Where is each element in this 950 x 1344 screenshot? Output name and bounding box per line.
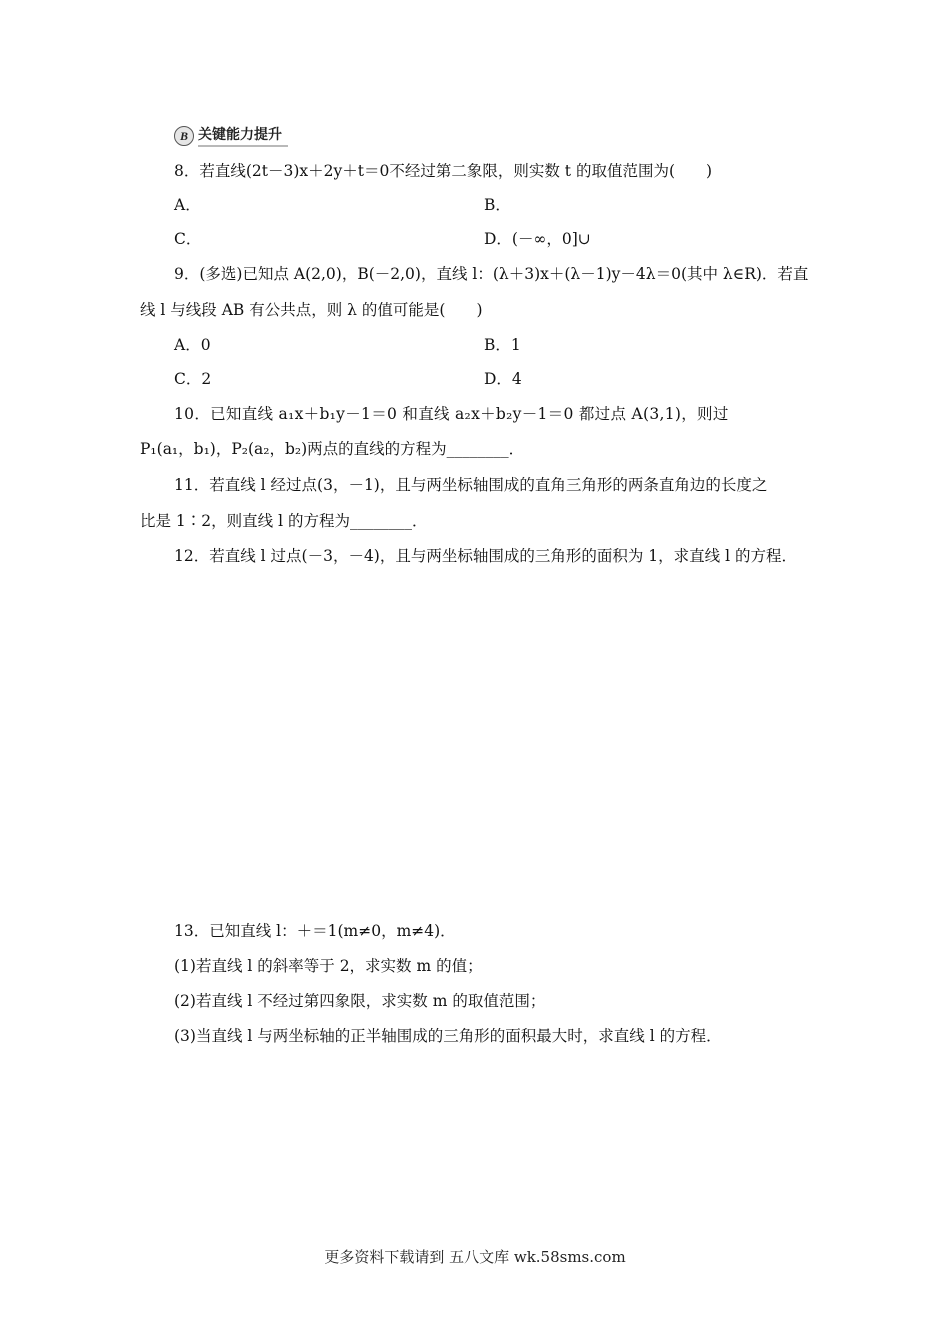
q12-line1: 12．若直线 l 过点(－3，－4)，且与两坐标轴围成的三角形的面积为 1，求直线 l 的方程．	[174, 547, 797, 565]
q11-line2: 比是 1∶2，则直线 l 的方程为________．	[140, 512, 428, 530]
section-badge-icon: B	[174, 126, 194, 146]
q8-option-c: C．	[174, 230, 202, 248]
footer-source: 更多资料下载请到 五八文库 wk.58sms.com	[324, 1248, 626, 1266]
q11-line1: 11．若直线 l 经过点(3，－1)，且与两坐标轴围成的直角三角形的两条直角边的长度之	[174, 476, 768, 494]
q9-option-a: A．0	[174, 336, 211, 354]
q10-line1: 10．已知直线 a₁x＋b₁y－1＝0 和直线 a₂x＋b₂y－1＝0 都过点 A(3,1)，则过	[174, 405, 729, 423]
q8-stem: 8．若直线(2t－3)x＋2y＋t＝0不经过第二象限，则实数 t 的取值范围为( )	[174, 162, 713, 180]
q13-part3: (3)当直线 l 与两坐标轴的正半轴围成的三角形的面积最大时，求直线 l 的方程．	[174, 1027, 722, 1045]
q13-part2: (2)若直线 l 不经过第四象限，求实数 m 的取值范围；	[174, 992, 546, 1010]
q9-option-b: B．1	[484, 336, 521, 354]
q10-line2: P₁(a₁，b₁)，P₂(a₂，b₂)两点的直线的方程为________．	[140, 440, 525, 458]
section-title: 关键能力提升	[198, 126, 288, 147]
q9-option-c: C．2	[174, 370, 212, 388]
q13-part1: (1)若直线 l 的斜率等于 2，求实数 m 的值；	[174, 957, 483, 975]
section-header	[174, 125, 288, 147]
q8-option-d: D．(－∞，0]∪	[484, 230, 591, 248]
q8-option-b: B．	[484, 196, 511, 214]
q13-stem: 13．已知直线 l：＋＝1(m≠0，m≠4)．	[174, 922, 456, 940]
q9-stem-line1: 9．(多选)已知点 A(2,0)，B(－2,0)，直线 l：(λ＋3)x＋(λ－1)y－4λ＝0(其中 λ∈R)．若直	[174, 265, 809, 283]
q8-option-a: A．	[174, 196, 201, 214]
q9-option-d: D．4	[484, 370, 522, 388]
q9-stem-line2: 线 l 与线段 AB 有公共点，则 λ 的值可能是( )	[140, 301, 483, 319]
